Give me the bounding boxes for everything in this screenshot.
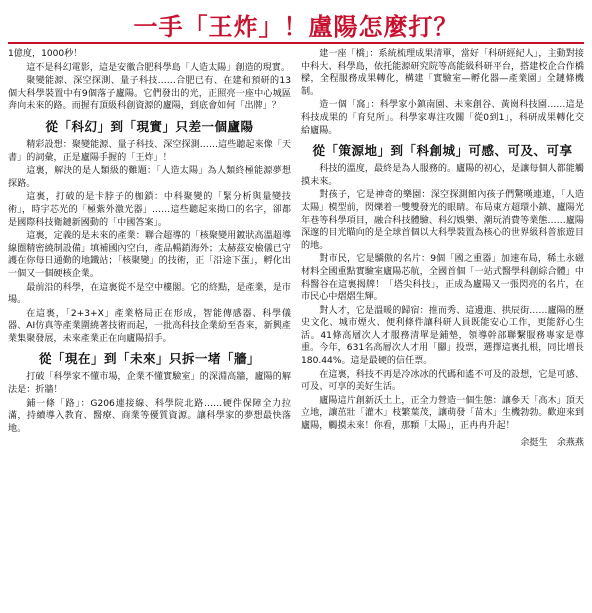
intro-paragraph: 聚變能源、深空探測、量子科技……合肥已有、在建和預研的13個大科學裝置中有9個落子廬陽。它們發出的光，正照亮一座中心城區奔向未來的路。而握有頂級科創資源的廬陽，到底會如何「出牌」？ (8, 76, 291, 112)
article-columns (8, 48, 584, 608)
body-paragraph: 精彩設想：聚變能源、量子科技、深空探測……這些聽起來像「天書」的詞彙，正是廬陽手握的「王炸」！ (8, 139, 291, 163)
body-paragraph: 在這裏，「2+3+X」產業格局正在形成，智能傳感器、科學儀器、AI仿真等產業圍繞著技術而起，一批高科技企業紛至沓來，新興產業集聚發展，未來產業正在向廬陽招手。 (8, 308, 291, 344)
body-paragraph: 打破「科學家不懂市場，企業不懂實驗室」的深淵高牆，廬陽的解法是：折牆！ (8, 372, 291, 396)
body-paragraph: 鋪一條「路」：G206連接線、科學院北路……硬件保障全力拉滿，持續導入教育、醫療、商業等優質資源。讓科學家的夢想最快落地。 (8, 398, 291, 434)
body-paragraph: 這裏，打破的是卡脖子的枷鎖：中科聚變的「緊分析與量變技術」，時宇芯光的「極紫外激光器」……這些聽起來拗口的名字，卻都是國際科技衛鏈新國動的「中國答案」。 (8, 192, 291, 228)
section-heading: 從「科幻」到「現實」只差一個廬陽 (45, 118, 254, 134)
body-paragraph: 對人才，它是溫暖的歸宿：推而秀、這邊進、拱辰街……廬陽的歷史文化、城市煙火、便利條件讓科研人員既能安心工作，更能舒心生活。41條高層次人才服務清單是鋪墊，領導幹部聯繫服務專家是尊重。今年，631名高層次人才用「腳」投票，選擇這裏扎根，同比增長180.44%。這是最硬的信任票。 (301, 305, 584, 367)
section-heading: 從「現在」到「未來」只拆一堵「牆」 (38, 351, 260, 367)
body-paragraph: 對孩子，它是神奇的樂園：深空探測館內孩子們驚嘆連連，「人造太陽」模型前，閃爍着一雙雙發光的眼睛。布局東方超環小鎮、廬陽光年巷等科學項目，融合科技體驗、科幻娛樂、潮玩消費等業態……廬陽深邃的目光瞄向的是全球首個以大科學裝置為核心的世界級科普旅遊目的地。 (301, 190, 584, 251)
body-paragraph: 廬陽這片創新沃土上，正全力營造一個生態：讓參天「高木」頂天立地，讓茁壯「灌木」枝繁葉茂，讓萌發「苗木」生機勃勃。歡迎來到廬陽，觸摸未來！你看，那顆「太陽」，正冉冉升起！ (301, 395, 584, 432)
byline: 余挺生 余燕燕 (520, 437, 584, 448)
right-column (301, 48, 584, 608)
intro-paragraph: 這不是科幻電影，這是安徽合肥科學島「人造太陽」創造的現實。 (26, 62, 290, 73)
body-paragraph: 建一座「橋」：系統梳理成果清單，當好「科研經紀人」，主動對接中科大、科學島，依托能源研究院等高能級科研平台，搭建校企合作橋樑，全程服務成果轉化，構建「實驗室—孵化器—產業園」全鏈條機制。 (301, 49, 584, 97)
body-paragraph: 造一個「窩」：科學家小鎮南園、未來創谷、黃崗科技園……這是科技成果的「育兒所」。科學家專注攻關「從0到1」，科研成果轉化交給廬陽。 (301, 100, 584, 136)
body-paragraph: 這裏，解決的是人類級的難題：「人造太陽」為人類終極能源夢想探路。 (8, 166, 291, 189)
section-heading: 從「策源地」到「科創城」可感、可及、可享 (312, 143, 573, 159)
body-paragraph: 科技的溫度，最終是為人服務的。廬陽的初心，是讓每個人都能觸摸未來。 (301, 164, 584, 187)
headline: 一手「王炸」！盧陽怎麼打？ (8, 6, 584, 44)
body-paragraph: 最前沿的科學，在這裏從不是空中樓閣。它的終點，是產業，是市場。 (8, 282, 291, 306)
body-paragraph: 這裏，定義的是未來的產業：聯合超導的「核聚變用鍍狀高溫超導線圈精密繞制設備」填補國內空白，產品暢銷海外；太赫茲安檢儀已守護在你每日通勤的地鐵站；「核聚變」的技術，正「沿途下蛋」，孵化出一個又一個硬核企業。 (8, 231, 291, 279)
body-paragraph: 在這裏，科技不再是冷冰冰的代碼和遙不可及的設想，它是可感、可及、可享的美好生活。 (301, 369, 584, 393)
left-column (8, 48, 291, 608)
intro-paragraph: 1億度，1000秒！ (8, 49, 83, 59)
body-paragraph: 對市民，它是驕傲的名片：9個「國之重器」加速布局，稀土永磁材料全國重點實驗室廬陽芯航，全國首個「一站式醫學科創綜合體」中科醫谷在這裏揭牌！「塔尖科技」，正成為廬陽又一張閃亮的名片，在市民心中熠熠生輝。 (301, 254, 584, 303)
